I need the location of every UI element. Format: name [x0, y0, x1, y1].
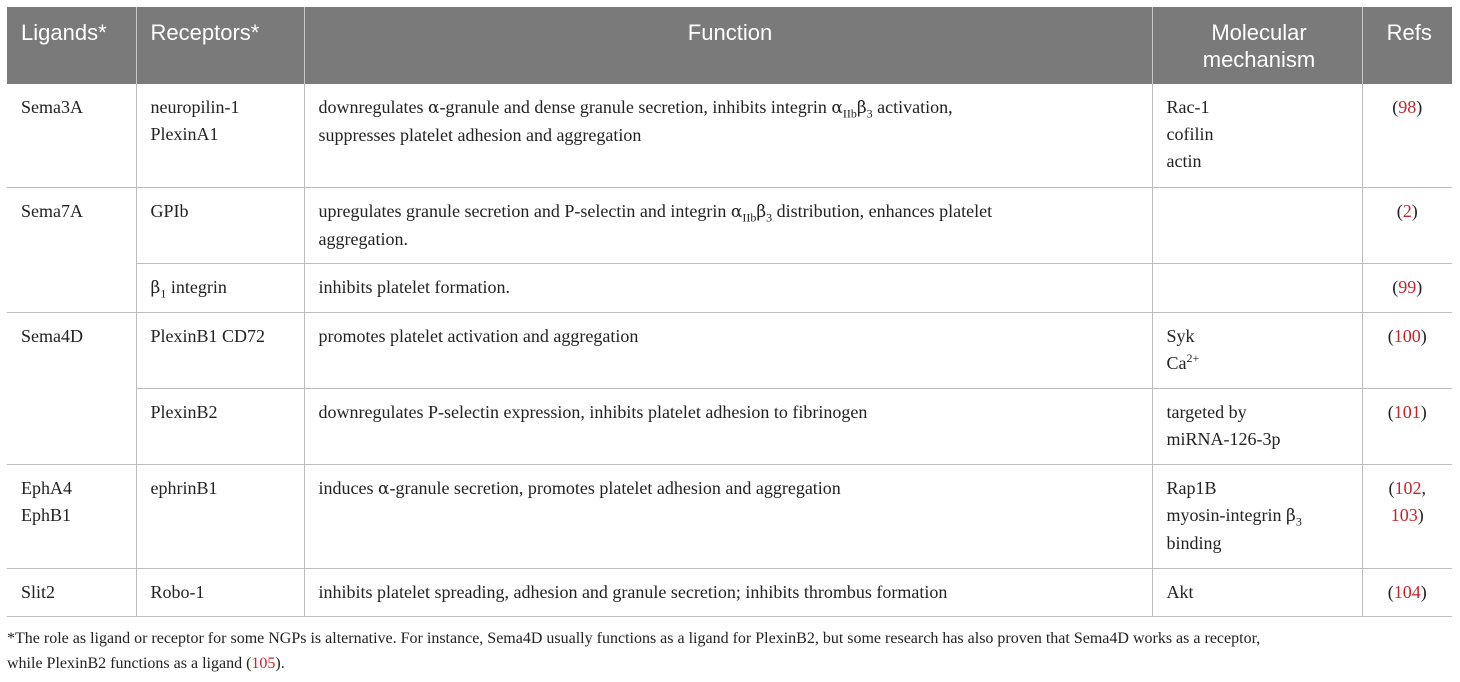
- table-row: [7, 187, 1452, 263]
- table-footnote: [7, 626, 1455, 676]
- header-mechanism: Molecular mechanism: [1152, 7, 1362, 84]
- ligand-cell: [7, 187, 136, 312]
- ligand-name: Sema4D: [21, 325, 83, 346]
- ref-link[interactable]: 102: [1394, 477, 1422, 498]
- ligand-name: EphB1: [21, 504, 72, 525]
- mechanism-cell: [1152, 464, 1362, 568]
- mechanism-item: myosin-integrin $\beta_3$: [1166, 504, 1302, 529]
- function-text: upregulates granule secretion and P-selectin and integrin $\alpha_{IIb}\beta_3$ distribution, enhances platelet: [318, 200, 993, 225]
- receptor-cell: [136, 464, 304, 568]
- mechanism-item: Rac-1: [1166, 97, 1210, 117]
- refs-cell: (99): [1362, 263, 1452, 312]
- function-text: suppresses platelet adhesion and aggregation: [318, 125, 642, 145]
- mechanism-cell: [1152, 84, 1362, 187]
- mechanism-item: $Ca^{2+}$: [1166, 350, 1200, 373]
- ngp-function-table: [7, 7, 1452, 617]
- mechanism-item: binding: [1166, 532, 1222, 553]
- mechanism-item: cofilin: [1166, 124, 1214, 144]
- mechanism-item: miRNA-126-3p: [1166, 428, 1281, 449]
- receptor-name: ephrinB1: [150, 477, 218, 498]
- header-ligands: Ligands*: [7, 7, 136, 84]
- function-cell: [304, 187, 1152, 263]
- ligand-name: Slit2: [21, 581, 56, 602]
- receptor-cell: [136, 84, 304, 187]
- footnote-text: while PlexinB2 functions as a ligand (105).: [7, 655, 285, 672]
- receptor-cell: [136, 568, 304, 616]
- ref-link[interactable]: 100: [1393, 325, 1421, 346]
- function-text: inhibits platelet spreading, adhesion and granule secretion; inhibits thrombus formation: [318, 581, 948, 602]
- receptor-name: GPIb: [150, 200, 189, 221]
- function-text: downregulates P-selectin expression, inhibits platelet adhesion to fibrinogen: [318, 401, 868, 422]
- function-text: induces α-granule secretion, promotes platelet adhesion and aggregation: [318, 477, 841, 499]
- function-cell: [304, 464, 1152, 568]
- mechanism-cell: [1152, 263, 1362, 312]
- function-text: inhibits platelet formation.: [318, 276, 510, 297]
- ligand-cell: [7, 388, 136, 464]
- table-row: [7, 84, 1452, 187]
- refs-cell: (98): [1362, 84, 1452, 187]
- ligand-cell: [7, 464, 136, 568]
- function-cell: [304, 388, 1152, 464]
- ref-link[interactable]: 103: [1390, 504, 1418, 525]
- receptor-name: PlexinA1: [150, 124, 219, 144]
- function-text: downregulates α-granule and dense granule secretion, inhibits integrin $\alpha_{IIb}\beta_3$ activation,: [318, 97, 953, 121]
- receptor-cell: [136, 312, 304, 388]
- mechanism-item: Akt: [1166, 581, 1194, 602]
- receptor-name: neuropilin-1: [150, 97, 240, 117]
- receptor-name: $\beta_1$ integrin: [150, 276, 227, 301]
- ref-link[interactable]: 101: [1393, 401, 1421, 422]
- receptor-name: PlexinB2: [150, 401, 218, 422]
- mechanism-cell: [1152, 187, 1362, 263]
- function-cell: [304, 263, 1152, 312]
- table-header-row: [7, 7, 1452, 84]
- ref-link[interactable]: 99: [1398, 276, 1417, 297]
- mechanism-item: Syk: [1166, 325, 1195, 346]
- table-row: [7, 568, 1452, 616]
- ligand-cell: [7, 312, 136, 388]
- ligand-cell: [7, 84, 136, 187]
- ligand-name: EphA4: [21, 477, 72, 498]
- table-row: [7, 263, 1452, 312]
- header-function: Function: [304, 7, 1152, 84]
- ref-link[interactable]: 2: [1402, 200, 1412, 221]
- mechanism-cell: [1152, 388, 1362, 464]
- table-row: [7, 312, 1452, 388]
- table-row: [7, 464, 1452, 568]
- header-receptors: Receptors*: [136, 7, 304, 84]
- refs-cell: (101): [1362, 388, 1452, 464]
- mechanism-item: Rap1B: [1166, 477, 1217, 498]
- function-cell: [304, 312, 1152, 388]
- refs-cell: (104): [1362, 568, 1452, 616]
- mechanism-item: targeted by: [1166, 401, 1247, 422]
- receptor-name: PlexinB1 CD72: [150, 325, 266, 346]
- footnote-text: *The role as ligand or receptor for some NGPs is alternative. For instance, Sema4D usually functions as a ligand for PlexinB2, but some research has also proven that Sema4D works as a receptor,: [7, 630, 1261, 647]
- receptor-cell: [136, 388, 304, 464]
- function-cell: [304, 568, 1152, 616]
- ligand-name: Sema3A: [21, 97, 83, 117]
- header-refs: Refs: [1362, 7, 1452, 84]
- receptor-cell: [136, 187, 304, 263]
- ref-link[interactable]: 105: [251, 655, 276, 672]
- table-row: [7, 388, 1452, 464]
- ligand-name: Sema7A: [21, 200, 83, 221]
- function-text: aggregation.: [318, 228, 408, 249]
- refs-cell: (2): [1362, 187, 1452, 263]
- ref-link[interactable]: 98: [1398, 97, 1417, 117]
- mechanism-item: actin: [1166, 151, 1202, 171]
- function-text: promotes platelet activation and aggregation: [318, 325, 639, 346]
- refs-cell: (102, 103): [1362, 464, 1452, 568]
- ref-link[interactable]: 104: [1393, 581, 1421, 602]
- function-cell: [304, 84, 1152, 187]
- refs-cell: (100): [1362, 312, 1452, 388]
- mechanism-cell: [1152, 312, 1362, 388]
- receptor-cell: [136, 263, 304, 312]
- ligand-cell: [7, 568, 136, 616]
- receptor-name: Robo-1: [150, 581, 205, 602]
- mechanism-cell: [1152, 568, 1362, 616]
